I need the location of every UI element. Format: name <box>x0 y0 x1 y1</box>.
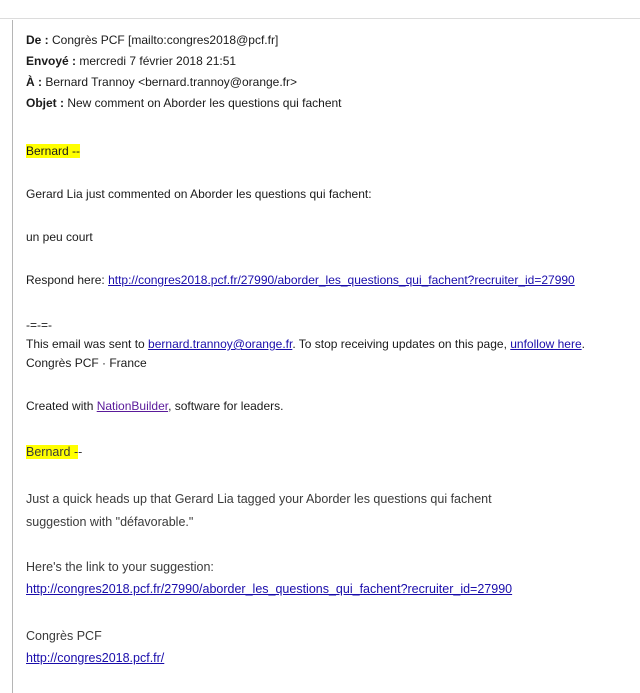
to-line <box>26 75 297 89</box>
tag-notice-line-1: Just a quick heads up that Gerard Lia tagged your Aborder les questions qui fachent <box>26 492 492 506</box>
respond-label: Respond here: <box>26 273 109 287</box>
created-suffix: , software for leaders. <box>168 399 284 413</box>
created-line <box>26 399 283 413</box>
top-divider <box>0 18 640 19</box>
quote-bar <box>12 20 13 693</box>
to-value: Bernard Trannoy <bernard.trannoy@orange.fr> <box>45 75 298 89</box>
footer-prefix: This email was sent to <box>26 337 149 351</box>
suggestion-link[interactable]: http://congres2018.pcf.fr/27990/aborder_les_questions_qui_fachent?recruiter_id=27990 <box>26 582 513 596</box>
comment-text: un peu court <box>26 230 93 244</box>
footer-middle: . To stop receiving updates on this page, <box>292 337 511 351</box>
subject-line <box>26 96 342 110</box>
footer-end: . <box>581 337 585 351</box>
org-line: Congrès PCF · France <box>26 356 147 370</box>
tag-notice-line-2: suggestion with "défavorable." <box>26 515 194 529</box>
greeting-2 <box>26 445 82 459</box>
signature: Congrès PCF <box>26 629 102 643</box>
sent-line <box>26 54 236 68</box>
separator: -=-=- <box>26 318 53 332</box>
from-line <box>26 33 278 47</box>
greeting-1 <box>26 144 80 158</box>
greeting-1-text: Bernard -- <box>26 144 81 158</box>
site-link-line <box>26 651 164 665</box>
site-link[interactable]: http://congres2018.pcf.fr/ <box>26 651 165 665</box>
subject-label: Objet : <box>26 96 64 110</box>
to-label: À : <box>26 75 42 89</box>
created-prefix: Created with <box>26 399 97 413</box>
footer-email-link[interactable]: bernard.trannoy@orange.fr <box>148 337 293 351</box>
unfollow-link[interactable]: unfollow here <box>510 337 582 351</box>
sent-label: Envoyé : <box>26 54 77 68</box>
suggestion-link-line <box>26 582 512 596</box>
greeting-2-end: - <box>78 445 83 459</box>
suggestion-link-intro: Here's the link to your suggestion: <box>26 560 214 574</box>
respond-line <box>26 273 575 287</box>
comment-intro: Gerard Lia just commented on Aborder les questions qui fachent: <box>26 187 372 201</box>
greeting-2-name: Bernard - <box>26 445 79 459</box>
from-value: Congrès PCF [mailto:congres2018@pcf.fr] <box>52 33 279 47</box>
subject-value: New comment on Aborder les questions qui fachent <box>67 96 342 110</box>
from-label: De : <box>26 33 49 47</box>
nationbuilder-link[interactable]: NationBuilder <box>96 399 169 413</box>
footer-line <box>26 337 585 351</box>
sent-value: mercredi 7 février 2018 21:51 <box>79 54 237 68</box>
respond-link[interactable]: http://congres2018.pcf.fr/27990/aborder_les_questions_qui_fachent?recruiter_id=27990 <box>108 273 575 287</box>
